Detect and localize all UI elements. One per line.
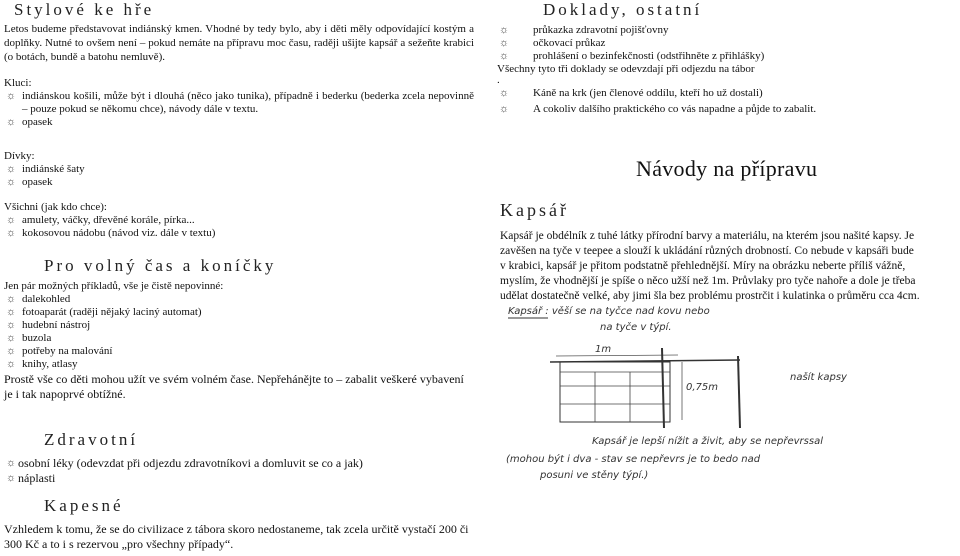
section-doklady xyxy=(497,0,955,117)
doklady-list-2 xyxy=(497,85,955,117)
list-item: ☼ fotoaparát (raději nějaký laciný automat) xyxy=(4,306,474,319)
list-item: ☼ dalekohled xyxy=(4,293,474,306)
heading-kapesne: Kapesné xyxy=(44,496,124,515)
list-item: ☼ průkazka zdravotní pojišťovny xyxy=(497,24,955,37)
note-line-2: (mohou být i dva - stav se nepřevrs je to bedo nad xyxy=(506,454,761,465)
vsichni-label: Všichni (jak kdo chce): xyxy=(4,201,107,213)
list-item: ☼ opasek xyxy=(4,116,474,129)
list-item: ☼ opasek xyxy=(4,176,474,189)
width-measure xyxy=(556,355,678,356)
kapsar-line: Kapsář je obdélník z tuhé látky přírodní barvy a materiálu, na kterém jsou našité kapsy. Je xyxy=(500,230,915,242)
list-item: ☼ indiánskou košili, může být i dlouhá (něco jako tunika), případně i bederku (bederka zcela nepovinně – pouze pokud se někomu chce), návody dále v textu. xyxy=(4,90,474,116)
kluci-list xyxy=(4,90,474,129)
list-item: ☼ očkovací průkaz xyxy=(497,37,955,50)
list-item: ☼ amulety, váčky, dřevěné korále, pírka... xyxy=(4,214,474,227)
kapsar-line: v krabici, kapsář je přitom podstatně přehlednější. Míry na obrázku neberte příliš vážně, xyxy=(500,260,906,272)
kapsar-note-sketch xyxy=(500,428,955,488)
kapsar-line: myslím, že vhodnější je spíše o něco užší než 1m. Průvlaky pro tyče nahoře a dole je třeba xyxy=(500,275,916,287)
list-item: ☼ potřeby na malování xyxy=(4,345,474,358)
doklady-dot: . xyxy=(497,74,500,86)
list-item: ☼ buzola xyxy=(4,332,474,345)
section-kapesne xyxy=(4,496,474,552)
list-item: ☼ kokosovou nádobu (návod viz. dále v textu) xyxy=(4,227,474,240)
list-item: ☼ knihy, atlasy xyxy=(4,358,474,371)
sketch-caption-1: Kapsář : věší se na tyčce nad kovu nebo xyxy=(508,306,710,317)
side-pole xyxy=(738,356,740,428)
divky-list xyxy=(4,163,474,189)
list-item: ☼ indiánské šaty xyxy=(4,163,474,176)
section-stylove xyxy=(4,0,474,240)
note-line-1: Kapsář je lepší nížit a živit, aby se nepřevrssal xyxy=(592,436,823,447)
kluci-label: Kluci: xyxy=(4,77,32,89)
fabric xyxy=(560,362,670,422)
kapsar-line: zavěšen na tyče v teepee a slouží k ukládání různých drobností. Co nebude v kapsáři bude xyxy=(500,245,914,257)
list-item: ☼ náplasti xyxy=(4,471,474,486)
section-zdravotni xyxy=(4,430,474,486)
heading-kapsar: Kapsář xyxy=(500,200,569,220)
height-label: 0,75m xyxy=(686,382,719,393)
zdravotni-list xyxy=(4,456,474,486)
heading-volny-cas: Pro volný čas a koníčky xyxy=(44,256,277,275)
list-item: ☼ osobní léky (odevzdat při odjezdu zdravotníkovi a domluvit se co a jak) xyxy=(4,456,474,471)
navody-title: Návody na přípravu xyxy=(636,156,818,181)
volny-cas-intro: Jen pár možných příkladů, vše je čistě nepovinné: xyxy=(4,280,224,292)
divky-label: Dívky: xyxy=(4,150,35,162)
vsichni-list xyxy=(4,214,474,240)
side-note: našít kapsy xyxy=(790,372,847,383)
section-kapsar xyxy=(500,200,958,304)
heading-doklady: Doklady, ostatní xyxy=(543,0,703,19)
list-item: ☼ A cokoliv dalšího praktického co vás napadne a půjde to zabalit. xyxy=(497,101,955,117)
width-label: 1m xyxy=(595,344,612,355)
heading-stylove: Stylové ke hře xyxy=(14,0,155,19)
list-item: ☼ hudební nástroj xyxy=(4,319,474,332)
stylove-intro: Letos budeme představovat indiánský kmen. Vhodné by tedy bylo, aby i děti měly odpovídající kostým a doplňky. Nutné to ovšem není – pokud nemáte na přípravu moc času, raději ušijte kapsář a sežeňte krabici (o botách, bundě a batohu nemluvě). xyxy=(4,23,474,63)
side-pole xyxy=(662,348,664,428)
kapsar-text xyxy=(500,229,958,304)
doklady-note: Všechny tyto tři doklady se odevzdají při odjezdu na tábor xyxy=(497,63,755,75)
heading-zdravotni: Zdravotní xyxy=(44,430,139,449)
section-volny-cas xyxy=(4,256,474,402)
list-item: ☼ prohlášení o bezinfekčnosti (odstřihněte z přihlášky) xyxy=(497,50,955,63)
kapsar-line: udělat dostatečně velké, aby jimi šla bez problému prostrčit i kulatinka o průměru cca 4cm. xyxy=(500,290,920,302)
note-line-3: posuni ve stěny týpí.) xyxy=(540,470,649,481)
kapesne-text: Vzhledem k tomu, že se do civilizace z tábora skoro nedostaneme, tak zcela určitě vystačí 200 či 300 Kč a to i s rezervou „pro všechny případy“. xyxy=(4,522,469,551)
kapsar-sketch xyxy=(500,300,955,428)
sketch-caption-2: na tyče v týpí. xyxy=(600,322,672,333)
volny-cas-outro: Prostě vše co děti mohou užít ve svém volném čase. Nepřehánějte to – zabalit veškeré vybavení je i tak napoprvé obtížné. xyxy=(4,372,464,401)
list-item: ☼ Káně na krk (jen členové oddílu, kteří ho už dostali) xyxy=(497,85,955,101)
doklady-list xyxy=(497,24,955,63)
volny-cas-list xyxy=(4,293,474,371)
